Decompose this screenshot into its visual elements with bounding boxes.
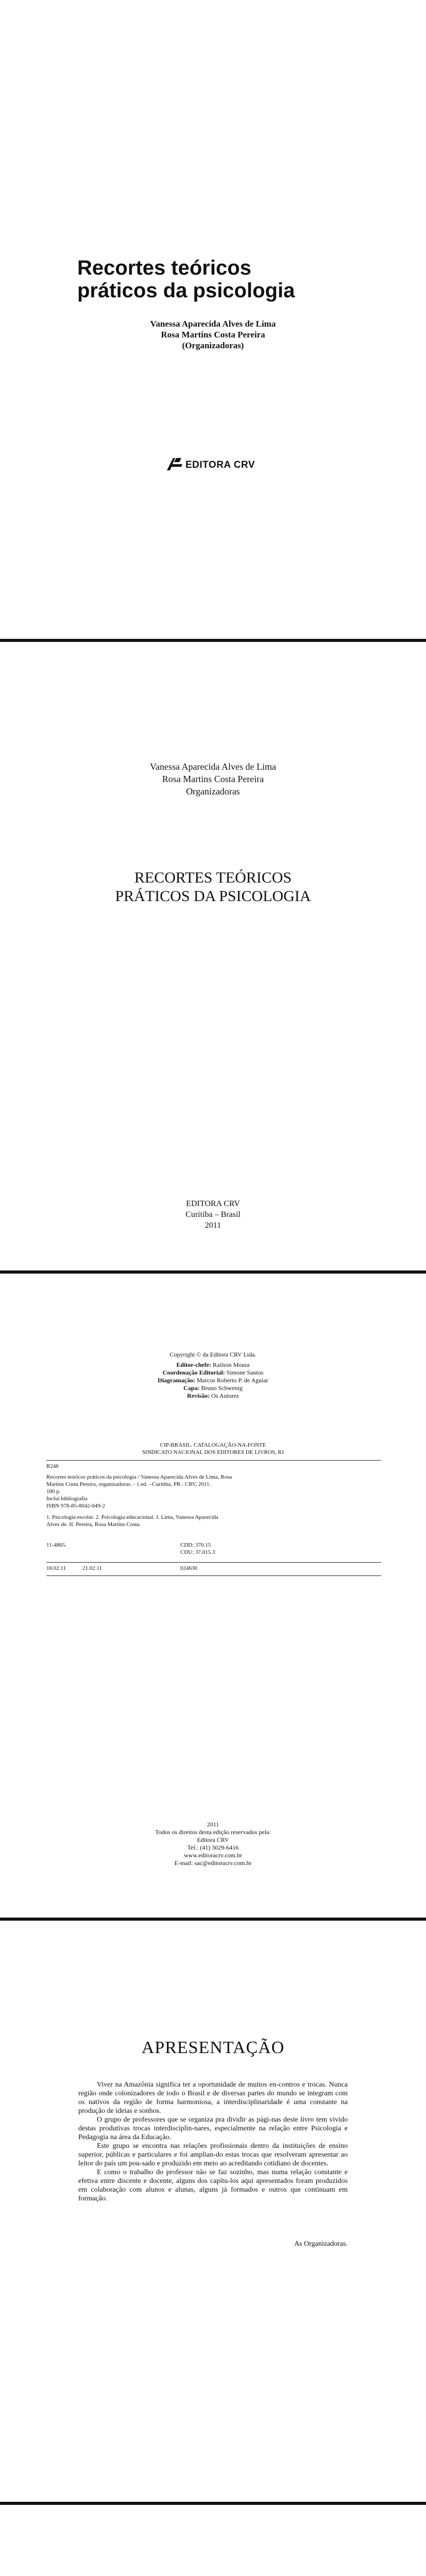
imprint-city: Curitiba – Brasil xyxy=(185,1210,241,1219)
footer-publisher: Editora CRV xyxy=(197,1836,229,1843)
cip-desc-line: ISBN 978-85-8042-049-2 xyxy=(46,1503,105,1509)
cip-desc-line: Martins Costa Pereira, organizadoras. - 1.ed. - Curitiba, PR : CRV, 2011. xyxy=(46,1481,211,1487)
cip-subject-line: 1. Psicologia escolar. 2. Psicologia educacional. I. Lima, Vanessa Aparecida xyxy=(46,1514,218,1520)
cip-rule-top xyxy=(46,1460,381,1461)
copyright-page xyxy=(0,1274,426,1918)
footer-year: 2011 xyxy=(207,1821,219,1828)
footer-phone: Tel.: (41) 3029-6416 xyxy=(187,1844,239,1851)
presentation-paragraph: Viver na Amazônia significa ter a oportunidade de muitos en-contros e trocas. Nunca região onde colonizadores de todo o Brasil e de diversas partes do mundo se integram com os nativos da região de forma harmoniosa, a interdisciplinaridade é uma constante na produção de ideias e sonhos. xyxy=(78,2081,348,2115)
cip-number-cdu: CDU: 37.015.3 xyxy=(180,1549,215,1555)
cip-desc-line: Recortes teóricos práticos da psicologia / Vanessa Aparecida Alves de Lima, Rosa xyxy=(46,1474,232,1480)
cover-editor-1: Vanessa Aparecida Alves de Lima xyxy=(150,319,276,329)
credit-row xyxy=(0,1384,426,1392)
footer-rights: Todos os direitos desta edição reservados pela: xyxy=(155,1828,271,1836)
credit-role: Capa: xyxy=(183,1384,200,1392)
credit-name: Bruno Schwenig xyxy=(201,1384,243,1392)
imprint-year: 2011 xyxy=(205,1221,221,1230)
credits-list xyxy=(0,1361,426,1400)
cover-title-line-1: Recortes teóricos xyxy=(77,257,251,279)
cip-dates xyxy=(46,1565,381,1571)
presentation-title: APRESENTAÇÃO xyxy=(141,2038,285,2057)
contents-page xyxy=(0,2505,426,2576)
cip-desc-line: 180 p. xyxy=(46,1488,61,1495)
presentation-page xyxy=(0,1921,426,2502)
cover-page xyxy=(0,0,426,639)
presentation-signature: As Organizadoras. xyxy=(294,2240,348,2248)
title-line-1: RECORTES TEÓRICOS xyxy=(134,869,292,886)
presentation-paragraph: O grupo de professores que se organiza pra dividir as pági-nas deste livro tem vivido destas produtivas trocas interdisciplin-nares, especialmente na relação entre Psicologia e Pedagogia na área da Educação. xyxy=(78,2116,348,2141)
cip-date-code: 024630 xyxy=(180,1565,197,1571)
credit-name: Railson Moura xyxy=(212,1361,250,1368)
crv-logo-icon xyxy=(166,456,183,472)
cover-editor-2: Rosa Martins Costa Pereira xyxy=(161,330,265,340)
credit-row xyxy=(0,1361,426,1369)
title-line-2: PRÁTICOS DA PSICOLOGIA xyxy=(115,888,311,905)
credit-row xyxy=(0,1392,426,1400)
cip-heading-1: CIP-BRASIL. CATALOGAÇÃO-NA-FONTE xyxy=(160,1442,266,1448)
cip-heading-2: SINDICATO NACIONAL DOS EDITORES DE LIVROS, RJ xyxy=(142,1449,284,1455)
cip-number-left: 11-4865. xyxy=(46,1542,67,1548)
publisher-footer xyxy=(0,1821,426,1867)
title-page-imprint xyxy=(0,1198,426,1231)
credit-name: Marcos Roberto P. de Aguiar xyxy=(196,1377,268,1384)
cip-code: R246 xyxy=(46,1463,59,1469)
title-editor-1: Vanessa Aparecida Alves de Lima xyxy=(150,761,276,772)
credit-row xyxy=(0,1369,426,1377)
cip-desc-line: Inclui bibliografia xyxy=(46,1496,88,1502)
footer-website: www.editoracrv.com.br xyxy=(184,1852,242,1859)
title-page-title xyxy=(0,869,426,906)
credit-role: Revisão: xyxy=(187,1392,210,1399)
cip-rule-bottom xyxy=(46,1575,381,1576)
title-page xyxy=(0,642,426,1270)
title-editor-2: Rosa Martins Costa Pereira xyxy=(162,774,264,784)
cip-date-2: 21.02.11 xyxy=(82,1565,103,1571)
presentation-paragraph: E como o trabalho do professor não se faz sozinho, mas numa relação constante e efetiva entre discente e docente, alguns dos capítu-los aqui apresentados foram produzidos em colaboração com alunos e alunas, alguns já formados e outros que continuam em formação. xyxy=(78,2168,348,2202)
cip-numbers xyxy=(46,1541,381,1556)
title-editor-3: Organizadoras xyxy=(186,786,240,796)
cover-title-line-2: práticos da psicologia xyxy=(77,279,295,302)
credit-role: Diagramação: xyxy=(158,1377,195,1384)
cover-editor-3: (Organizadoras) xyxy=(182,341,244,350)
imprint-publisher: EDITORA CRV xyxy=(186,1199,240,1208)
title-page-editors xyxy=(0,760,426,798)
cover-editors xyxy=(0,318,426,351)
footer-email: E-mail: sac@editoracrv.com.br xyxy=(174,1859,252,1867)
cip-number-cdd: CDD: 370.15 xyxy=(180,1542,211,1548)
cover-title xyxy=(77,257,386,302)
cip-heading xyxy=(0,1442,426,1456)
cip-description xyxy=(46,1473,381,1528)
cip-subject-line: Alves de. II. Pereira, Rosa Martins Costa. xyxy=(46,1521,141,1528)
credit-role: Coordenação Editorial: xyxy=(162,1369,225,1376)
credit-name: Os Autores xyxy=(211,1392,239,1399)
copyright-line: Copyright © da Editora CRV Ltda. xyxy=(169,1351,257,1358)
credit-row xyxy=(0,1377,426,1384)
publisher-logo-text: EDITORA CRV xyxy=(185,460,255,470)
presentation-body xyxy=(78,2080,348,2203)
presentation-paragraph: Este grupo se encontra nas relações profissionais dentro da instituições de ensino superior, públicas e particulares e foi amplian-do estas trocas que resolveram apresentar ao leitor do país um pou-sado e produzido em meio ao acreditando cotidiano de docentes. xyxy=(78,2142,348,2167)
credit-role: Editor-chefe: xyxy=(176,1361,211,1368)
credit-name: Simone Santos xyxy=(226,1369,264,1376)
cip-date-1: 18.02.11 xyxy=(46,1565,66,1571)
cip-rule-mid xyxy=(46,1562,381,1563)
